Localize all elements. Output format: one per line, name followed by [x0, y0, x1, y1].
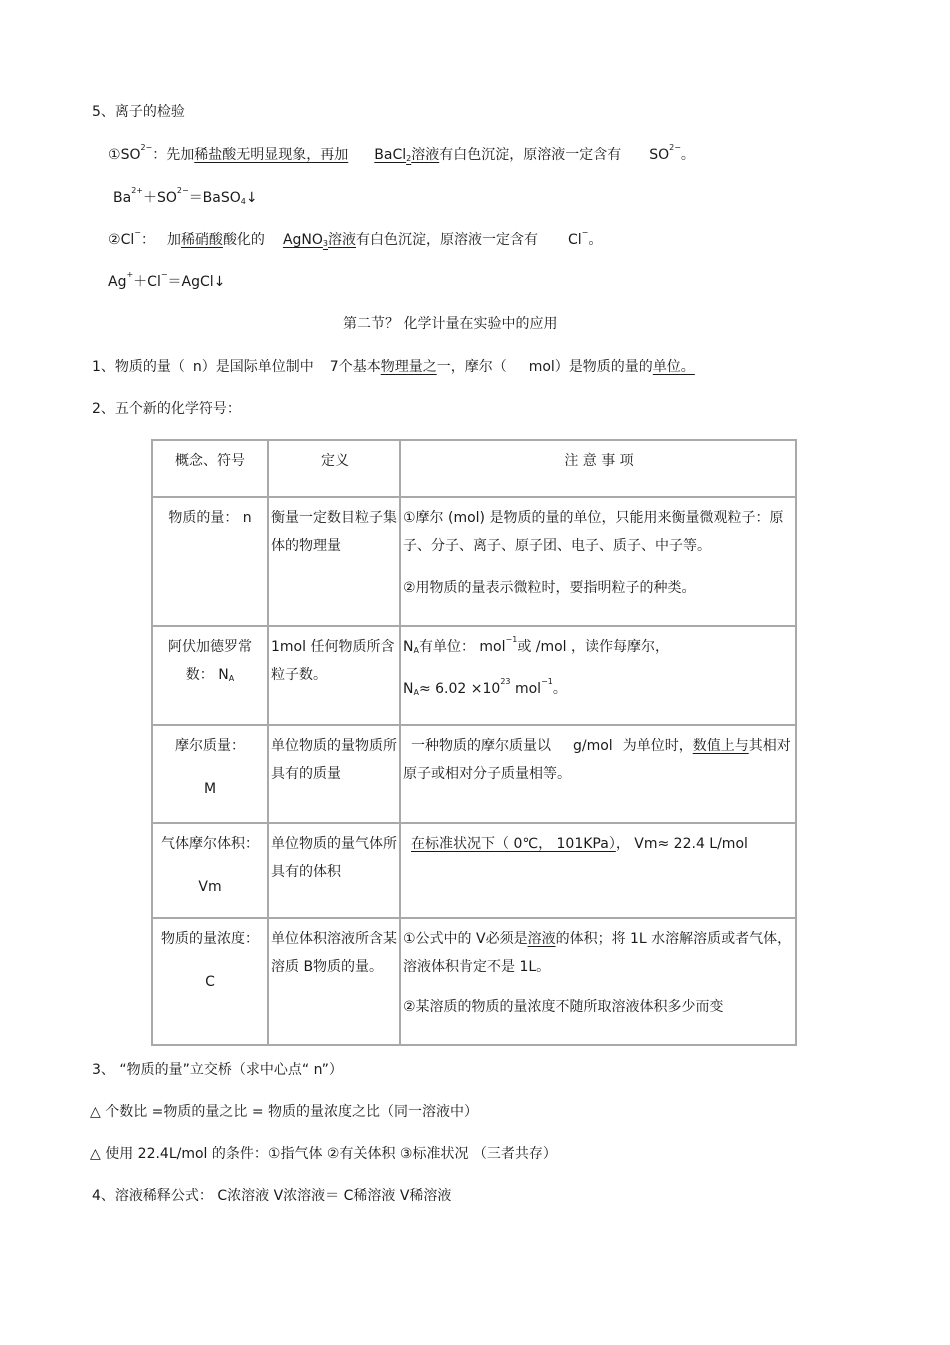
superscript: −1: [505, 635, 518, 644]
text-segment: 。: [680, 147, 695, 163]
notes-cell: [400, 823, 796, 918]
text-segment: N: [403, 639, 414, 655]
colon: ：: [140, 232, 155, 248]
ion-formula: SO: [649, 147, 670, 163]
item-number: ②: [108, 232, 121, 248]
table-row: [152, 823, 796, 918]
subscript: A: [413, 688, 419, 697]
text-segment: mol）是物质的量的: [528, 359, 653, 375]
concept-cell: [152, 725, 268, 823]
concept-symbol: 数： N: [185, 667, 229, 683]
subscript: 3: [322, 239, 328, 248]
underlined-text: 溶液: [328, 232, 356, 248]
note-text: ②用物质的量表示微粒时，要指明粒子的种类。: [403, 580, 696, 596]
text-segment: 其相对原子或相对分子质量相等。: [403, 738, 791, 782]
underlined-text: 单位。: [652, 359, 695, 375]
chloride-equation: [108, 270, 226, 291]
text-segment: 先加: [166, 147, 195, 163]
text-segment: 。: [588, 232, 603, 248]
concept-cell: 物质的量： n: [152, 497, 268, 626]
note-text: [403, 675, 795, 703]
precipitate-arrow: ↓: [245, 190, 258, 206]
colon: ：: [152, 147, 167, 163]
subscript: 4: [240, 197, 246, 206]
notes-cell: [400, 918, 796, 1045]
concept-cell: [152, 626, 268, 725]
text-segment: 有白色沉淀，原溶液一定含有: [439, 147, 622, 163]
chloride-test-line: [108, 228, 603, 249]
definition-cell: 单位体积溶液所含某溶质 B物质的量。: [268, 918, 400, 1045]
text-segment: ， Vm≈ 22.4 L/mol: [615, 836, 748, 852]
text-segment: N: [403, 681, 414, 697]
underlined-text: 物理量之: [380, 359, 437, 375]
concept-name: 物质的量浓度：: [161, 931, 259, 947]
text-segment: 加: [166, 232, 181, 248]
text-segment: 的体积；将 1L 水溶解溶质或者气体，溶液体积肯定不是 1L。: [403, 931, 792, 975]
concept-symbol: C: [205, 974, 215, 990]
ion-charge: −: [134, 228, 141, 237]
notes-cell: [400, 626, 796, 725]
concept-name: 摩尔质量：: [175, 738, 245, 754]
ion-formula: ＋SO: [142, 190, 177, 206]
item-2: 2、五个新的化学符号：: [92, 401, 241, 417]
ion-formula: Cl: [120, 232, 135, 248]
text-segment: 7个基本: [329, 359, 381, 375]
reagent-formula: BaCl: [374, 147, 407, 163]
underlined-text: 稀盐酸无明显现象，再加: [194, 147, 349, 163]
header-concept: 概念、符号: [152, 440, 268, 497]
definition-cell: 衡量一定数目粒子集体的物理量: [268, 497, 400, 626]
table-row: [152, 626, 796, 725]
underlined-text: 在标准状况下（ 0℃， 101KPa）: [411, 836, 616, 852]
underlined-text: 数值上与: [692, 738, 749, 754]
text-segment: n）是国际单位制中: [192, 359, 314, 375]
text-segment: 。: [552, 681, 567, 697]
subscript: A: [413, 646, 419, 655]
section-title: 第二节？ 化学计量在实验中的应用: [343, 316, 558, 332]
triangle-note-2: △ 使用 22.4L/mol 的条件：①指气体 ②有关体积 ③标准状况 （三者共存）: [90, 1146, 557, 1162]
note-text: ②某溶质的物质的量浓度不随所取溶液体积多少而变: [403, 999, 724, 1015]
ion-charge: 2−: [669, 143, 681, 152]
ion-formula: ＋Cl: [133, 274, 161, 290]
superscript: 23: [500, 677, 511, 686]
table-header-row: [152, 440, 796, 497]
ion-formula: Ag: [108, 274, 127, 290]
underlined-text: 稀硝酸: [180, 232, 223, 248]
text-segment: 一种物质的摩尔质量以: [411, 738, 551, 754]
sulfate-equation: [113, 186, 258, 207]
superscript: −1: [541, 677, 553, 686]
subscript: A: [228, 674, 235, 683]
concept-cell: [152, 918, 268, 1045]
ion-formula: Ba: [113, 190, 132, 206]
text-segment: 有白色沉淀，原溶液一定含有: [356, 232, 538, 248]
ion-formula: SO: [120, 147, 141, 163]
ion-charge: −: [160, 270, 168, 279]
definition-cell: 单位物质的量气体所具有的体积: [268, 823, 400, 918]
subscript: 2: [406, 154, 412, 163]
concept-symbol: M: [203, 781, 217, 797]
item-number: ①: [108, 147, 121, 163]
table-row: [152, 725, 796, 823]
notes-cell: [400, 497, 796, 626]
concept-cell: [152, 823, 268, 918]
underlined-text: 溶液: [527, 931, 556, 947]
definition-cell: 单位物质的量物质所具有的质量: [268, 725, 400, 823]
header-definition: 定义: [268, 440, 400, 497]
text-segment: 或 /mol ，读作每摩尔，: [517, 639, 670, 655]
definition-cell: 1mol 任何物质所含粒子数。: [268, 626, 400, 725]
item-4: 4、溶液稀释公式： C浓溶液 V浓溶液＝ C稀溶液 V稀溶液: [92, 1188, 452, 1204]
text-segment: mol: [510, 681, 542, 697]
text-segment: 为单位时，: [622, 738, 693, 754]
header-notes: 注 意 事 项: [400, 440, 796, 497]
sulfate-test-line: [108, 143, 695, 164]
text-segment: 1、物质的量（: [92, 359, 185, 375]
ion-charge: 2+: [131, 186, 143, 195]
ion-charge: −: [581, 228, 589, 237]
table-row: [152, 497, 796, 626]
note-text: ①摩尔 (mol) 是物质的量的单位，只能用来衡量微观粒子：原子、分子、离子、原子团、电子、质子、中子等。: [403, 510, 784, 554]
text-segment: 酸化的: [222, 232, 265, 248]
product-formula: ＝AgCl↓: [167, 274, 226, 290]
text-segment: ①公式中的 V必须是: [403, 931, 528, 947]
text-segment: g/mol: [573, 738, 613, 754]
ion-charge: 2−: [140, 143, 153, 152]
section-5-title: 5、离子的检验: [92, 104, 185, 120]
ion-formula: Cl: [568, 232, 582, 248]
reagent-formula: AgNO: [282, 232, 323, 248]
note-text: [403, 925, 795, 981]
table-row: [152, 918, 796, 1045]
notes-cell: [400, 725, 796, 823]
item-3: 3、 “物质的量”立交桥（求中心点“ n”）: [92, 1062, 343, 1078]
concept-name: 阿伏加德罗常: [168, 639, 252, 655]
text-segment: ≈ 6.02 ×10: [418, 681, 501, 697]
product-formula: ＝BaSO: [188, 190, 241, 206]
text-segment: 有单位： mol: [418, 639, 506, 655]
triangle-note-1: △ 个数比 =物质的量之比 = 物质的量浓度之比（同一溶液中）: [90, 1104, 479, 1120]
item-1: [92, 358, 695, 376]
text-segment: 一，摩尔（: [436, 359, 507, 375]
note-text: [403, 633, 795, 661]
ion-charge: +: [126, 270, 134, 279]
concept-symbol: Vm: [198, 879, 222, 895]
underlined-text: 溶液: [411, 147, 440, 163]
ion-charge: 2−: [176, 186, 189, 195]
concept-name: 气体摩尔体积：: [161, 836, 259, 852]
concepts-table: [151, 439, 797, 1046]
